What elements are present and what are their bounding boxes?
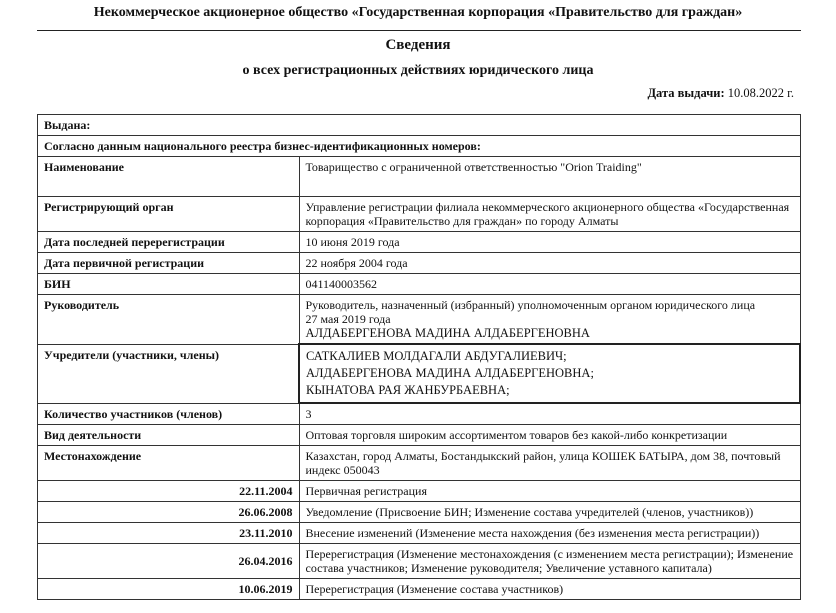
action-row	[38, 523, 801, 544]
founder-item: АЛДАБЕРГЕНОВА МАДИНА АЛДАБЕРГЕНОВНА;	[306, 366, 594, 380]
activity-value: Оптовая торговля широким ассортиментом товаров без какой-либо конкретизации	[299, 425, 800, 446]
action-text: Перерегистрация (Изменение состава участников)	[299, 579, 800, 600]
activity-label: Вид деятельности	[38, 425, 300, 446]
head-line-2: 27 мая 2019 года	[305, 312, 391, 326]
head-line-1: Руководитель, назначенный (избранный) уполномоченным органом юридического лица	[305, 298, 756, 312]
location-row	[38, 446, 801, 481]
reg-body-label: Регистрирующий орган	[38, 197, 300, 232]
location-label: Местонахождение	[38, 446, 300, 481]
name-label: Наименование	[38, 157, 300, 197]
action-date: 26.04.2016	[38, 544, 300, 579]
count-value: 3	[299, 403, 800, 425]
head-value	[299, 295, 800, 345]
registration-table	[37, 114, 801, 600]
issue-date	[647, 86, 794, 101]
founder-item: САТКАЛИЕВ МОЛДАГАЛИ АБДУГАЛИЕВИЧ;	[306, 349, 567, 363]
issue-date-label: Дата выдачи:	[647, 86, 725, 100]
first-reg-row	[38, 253, 801, 274]
last-rereg-label: Дата последней перерегистрации	[38, 232, 300, 253]
bin-row	[38, 274, 801, 295]
activity-row	[38, 425, 801, 446]
count-label: Количество участников (членов)	[38, 403, 300, 425]
action-date: 23.11.2010	[38, 523, 300, 544]
name-row	[38, 157, 801, 197]
reg-body-row	[38, 197, 801, 232]
action-text: Первичная регистрация	[299, 481, 800, 502]
action-text: Внесение изменений (Изменение места нахождения (без изменения места регистрации))	[299, 523, 800, 544]
document-subtitle: о всех регистрационных действиях юридического лица	[242, 63, 594, 78]
location-value: Казахстан, город Алматы, Бостандыкский район, улица КОШЕК БАТЫРА, дом 38, почтовый индекс 050043	[299, 446, 800, 481]
founders-row	[38, 344, 801, 403]
header-divider	[37, 30, 801, 31]
first-reg-value: 22 ноября 2004 года	[299, 253, 800, 274]
organization-header: Некоммерческое акционерное общество «Государственная корпорация «Правительство для граждан»	[93, 5, 743, 20]
action-date: 26.06.2008	[38, 502, 300, 523]
head-row	[38, 295, 801, 345]
head-label: Руководитель	[38, 295, 300, 345]
action-text: Перерегистрация (Изменение местонахождения (с изменением места регистрации); Изменение состава участников; Изменение руководителя; Увеличение уставного капитала)	[299, 544, 800, 579]
action-date: 22.11.2004	[38, 481, 300, 502]
action-row	[38, 481, 801, 502]
source-note: Согласно данным национального реестра бизнес-идентификационных номеров:	[38, 136, 801, 157]
reg-body-value: Управление регистрации филиала некоммерческого акционерного общества «Государственная корпорация «Правительство для граждан» по городу Алматы	[299, 197, 800, 232]
last-rereg-value: 10 июня 2019 года	[299, 232, 800, 253]
founder-item: КЫНАТОВА РАЯ ЖАНБУРБАЕВНА;	[306, 383, 510, 397]
action-text: Уведомление (Присвоение БИН; Изменение состава учредителей (членов, участников))	[299, 502, 800, 523]
last-rereg-row	[38, 232, 801, 253]
founders-list	[299, 344, 800, 403]
document-title: Сведения	[385, 37, 451, 53]
action-row	[38, 579, 801, 600]
action-row	[38, 502, 801, 523]
count-row	[38, 403, 801, 425]
name-value: Товарищество с ограниченной ответственностью "Orion Traiding"	[299, 157, 800, 197]
founders-label: Учредители (участники, члены)	[38, 344, 300, 403]
action-date: 10.06.2019	[38, 579, 300, 600]
first-reg-label: Дата первичной регистрации	[38, 253, 300, 274]
bin-value: 041140003562	[299, 274, 800, 295]
issued-to-row	[38, 115, 801, 136]
source-note-row	[38, 136, 801, 157]
issued-to-label: Выдана:	[38, 115, 801, 136]
head-line-3: АЛДАБЕРГЕНОВА МАДИНА АЛДАБЕРГЕНОВНА	[305, 326, 590, 340]
bin-label: БИН	[38, 274, 300, 295]
issue-date-value: 10.08.2022 г.	[727, 86, 794, 100]
action-row	[38, 544, 801, 579]
